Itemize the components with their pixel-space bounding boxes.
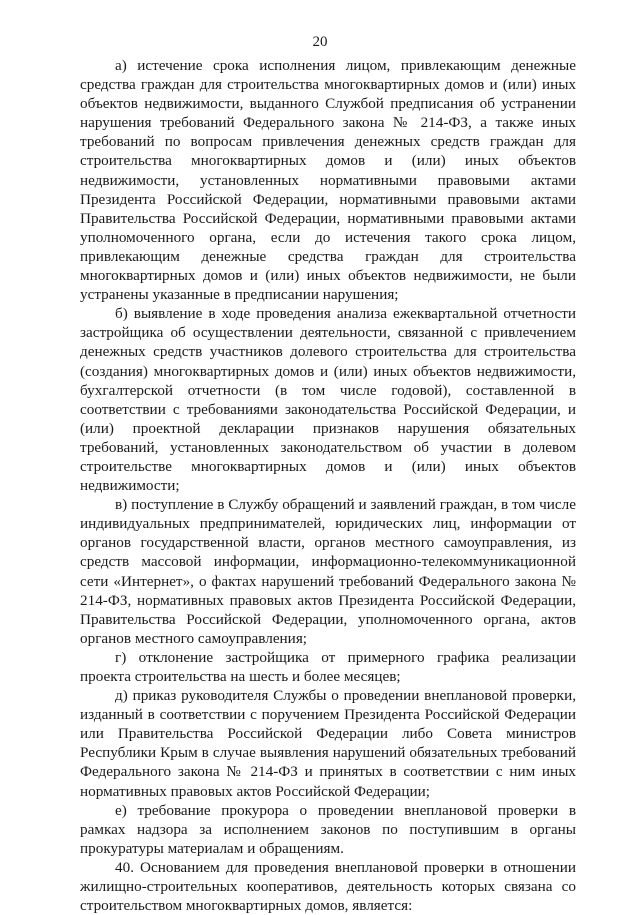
paragraph-b: б) выявление в ходе проведения анализа ежеквартальной отчетности застройщика об осуществлении деятельности, связанной с привлечением денежных средств участников долевого строительства для строительства (создания) многоквартирных домов и (или) иных объектов недвижимости, бухгалтерской отчетности (в том числе годовой), составленной в соответствии с требованиями законодательства Российской Федерации, и (или) проектной декларации признаков нарушения обязательных требований, установленных законодательством об участии в долевом строительстве многоквартирных домов и (или) иных объектов недвижимости; [80,305,576,495]
paragraph-d: д) приказ руководителя Службы о проведении внеплановой проверки, изданный в соответствии с поручением Президента Российской Федерации или Правительства Российской Федерации либо Совета министров Республики Крым в случае выявления нарушений обязательных требований Федерального закона № 214-ФЗ и принятых в соответствии с ним иных нормативных правовых актов Российской Федерации; [80,687,576,800]
paragraph-a: а) истечение срока исполнения лицом, привлекающим денежные средства граждан для строительства многоквартирных домов и (или) иных объектов недвижимости, выданного Службой предписания об устранении нарушения требований Федерального закона № 214-ФЗ, а также иных требований по вопросам привлечения денежных средств граждан для строительства многоквартирных домов и (или) иных объектов недвижимости, установленных нормативными правовыми актами Президента Российской Федерации, нормативными правовыми актами Правительства Российской Федерации, нормативными правовыми актами уполномоченного органа, если до истечения такого срока лицом, привлекающим денежные средства граждан для строительства многоквартирных домов и (или) иных объектов недвижимости, не были устранены указанные в предписании нарушения; [80,57,576,304]
paragraph-40: 40. Основанием для проведения внеплановой проверки в отношении жилищно-строительных кооперативов, деятельность которых связана со строительством многоквартирных домов, является: [80,858,576,915]
paragraph-v: в) поступление в Службу обращений и заявлений граждан, в том числе индивидуальных предпринимателей, юридических лиц, информации от органов государственной власти, органов местного самоуправления, из средств массовой информации, информационно-телекоммуникационной сети «Интернет», о фактах нарушений требований Федерального закона № 214-ФЗ, нормативных правовых актов Президента Российской Федерации, Правительства Российской Федерации, уполномоченного органа, актов органов местного самоуправления; [80,496,576,647]
paragraph-e: е) требование прокурора о проведении внеплановой проверки в рамках надзора за исполнением законов по поступившим в органы прокуратуры материалам и обращениям. [80,801,576,857]
paragraph-g: г) отклонение застройщика от примерного графика реализации проекта строительства на шесть и более месяцев; [80,648,576,685]
page-number: 20 [312,34,328,50]
document-body [80,56,576,915]
